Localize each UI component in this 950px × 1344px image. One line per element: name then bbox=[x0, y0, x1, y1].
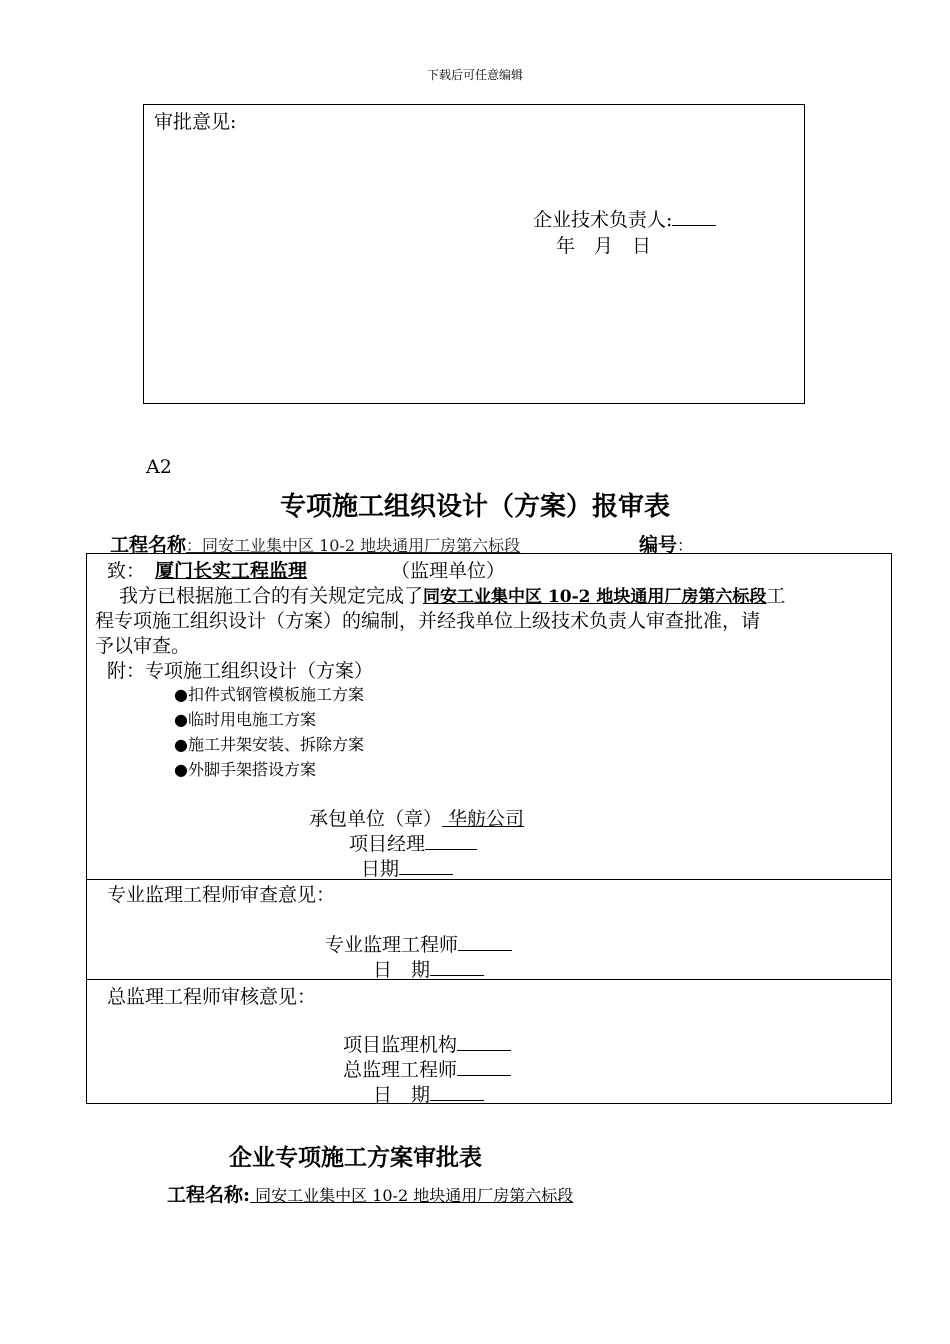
attachments-label: 附：专项施工组织设计（方案） bbox=[107, 660, 374, 682]
supervisor-suffix: （监理单位） bbox=[391, 560, 506, 582]
contractor-date-blank bbox=[399, 856, 453, 875]
pm-blank bbox=[425, 831, 477, 850]
tech-lead-label: 企业技术负责人: bbox=[533, 209, 673, 231]
engineer-signer-label: 专业监理工程师 bbox=[325, 934, 459, 956]
chief-date-blank bbox=[430, 1082, 484, 1101]
approval-date: 年 月 日 bbox=[556, 235, 652, 257]
engineer-signature-row bbox=[325, 930, 512, 957]
body-suffix: 工 bbox=[766, 585, 786, 607]
second-form-title: 企业专项施工方案审批表 bbox=[229, 1144, 482, 1171]
supervision-org-blank bbox=[457, 1032, 511, 1051]
body-project-name: 同安工业集中区 10-2 地块通用厂房第六标段 bbox=[423, 587, 767, 607]
chief-signer-label: 总监理工程师 bbox=[343, 1059, 458, 1081]
body-line-1 bbox=[119, 581, 785, 608]
attachment-item: ●施工井架安装、拆除方案 bbox=[174, 735, 364, 754]
contractor-date-row bbox=[361, 854, 453, 881]
form-code: A2 bbox=[146, 456, 172, 478]
form-title: 专项施工组织设计（方案）报审表 bbox=[279, 492, 670, 522]
approval-box bbox=[143, 104, 805, 404]
project-name-label: 工程名称 bbox=[110, 534, 187, 556]
body-line-3: 予以审查。 bbox=[95, 635, 191, 657]
body-line-2: 程专项施工组织设计（方案）的编制，并经我单位上级技术负责人审查批准，请 bbox=[95, 610, 761, 632]
attachment-item: ●临时用电施工方案 bbox=[174, 710, 316, 729]
header-note: 下载后可任意编辑 bbox=[426, 68, 523, 82]
attachment-item: ●外脚手架搭设方案 bbox=[174, 760, 316, 779]
to-row bbox=[107, 556, 505, 583]
contractor-row bbox=[309, 804, 532, 831]
engineer-opinion-label: 专业监理工程师审查意见： bbox=[107, 884, 336, 906]
second-form-project-row bbox=[167, 1180, 573, 1207]
project-name-value: ：同安工业集中区 10-2 地块通用厂房第六标段 bbox=[186, 536, 521, 555]
engineer-date-label: 日 期 bbox=[373, 959, 431, 981]
approval-label: 审批意见: bbox=[154, 111, 237, 133]
second-form-name-label: 工程名称: bbox=[167, 1184, 251, 1206]
project-manager-row bbox=[349, 829, 477, 856]
tech-lead-signature bbox=[533, 205, 716, 232]
contractor-date-label: 日期 bbox=[361, 858, 400, 880]
second-form-name-value: 同安工业集中区 10-2 地块通用厂房第六标段 bbox=[250, 1186, 574, 1205]
chief-opinion-label: 总监理工程师审核意见： bbox=[107, 986, 317, 1008]
pm-label: 项目经理 bbox=[349, 833, 426, 855]
supervision-org-label: 项目监理机构 bbox=[343, 1034, 458, 1056]
project-number-colon: ： bbox=[677, 536, 694, 555]
body-prefix: 我方已根据施工合的有关规定完成了 bbox=[119, 585, 424, 607]
supervisor-name: 厦门长实工程监理 bbox=[155, 560, 308, 582]
chief-signer-blank bbox=[457, 1057, 511, 1076]
chief-signature-row bbox=[343, 1055, 511, 1082]
chief-date-row bbox=[373, 1080, 484, 1107]
engineer-date-blank bbox=[430, 957, 484, 976]
engineer-date-row bbox=[373, 955, 484, 982]
attachment-item: ●扣件式钢管模板施工方案 bbox=[174, 685, 364, 704]
contractor-name: 华舫公司 bbox=[442, 808, 525, 830]
supervision-org-row bbox=[343, 1030, 511, 1057]
submission-table bbox=[86, 553, 892, 1104]
chief-date-label: 日 期 bbox=[373, 1084, 431, 1106]
contractor-label: 承包单位（章） bbox=[309, 808, 443, 830]
engineer-signer-blank bbox=[458, 932, 512, 951]
project-number-label: 编号 bbox=[639, 534, 678, 556]
to-label: 致： bbox=[107, 560, 146, 582]
divider bbox=[87, 979, 891, 980]
tech-lead-blank bbox=[672, 207, 716, 226]
